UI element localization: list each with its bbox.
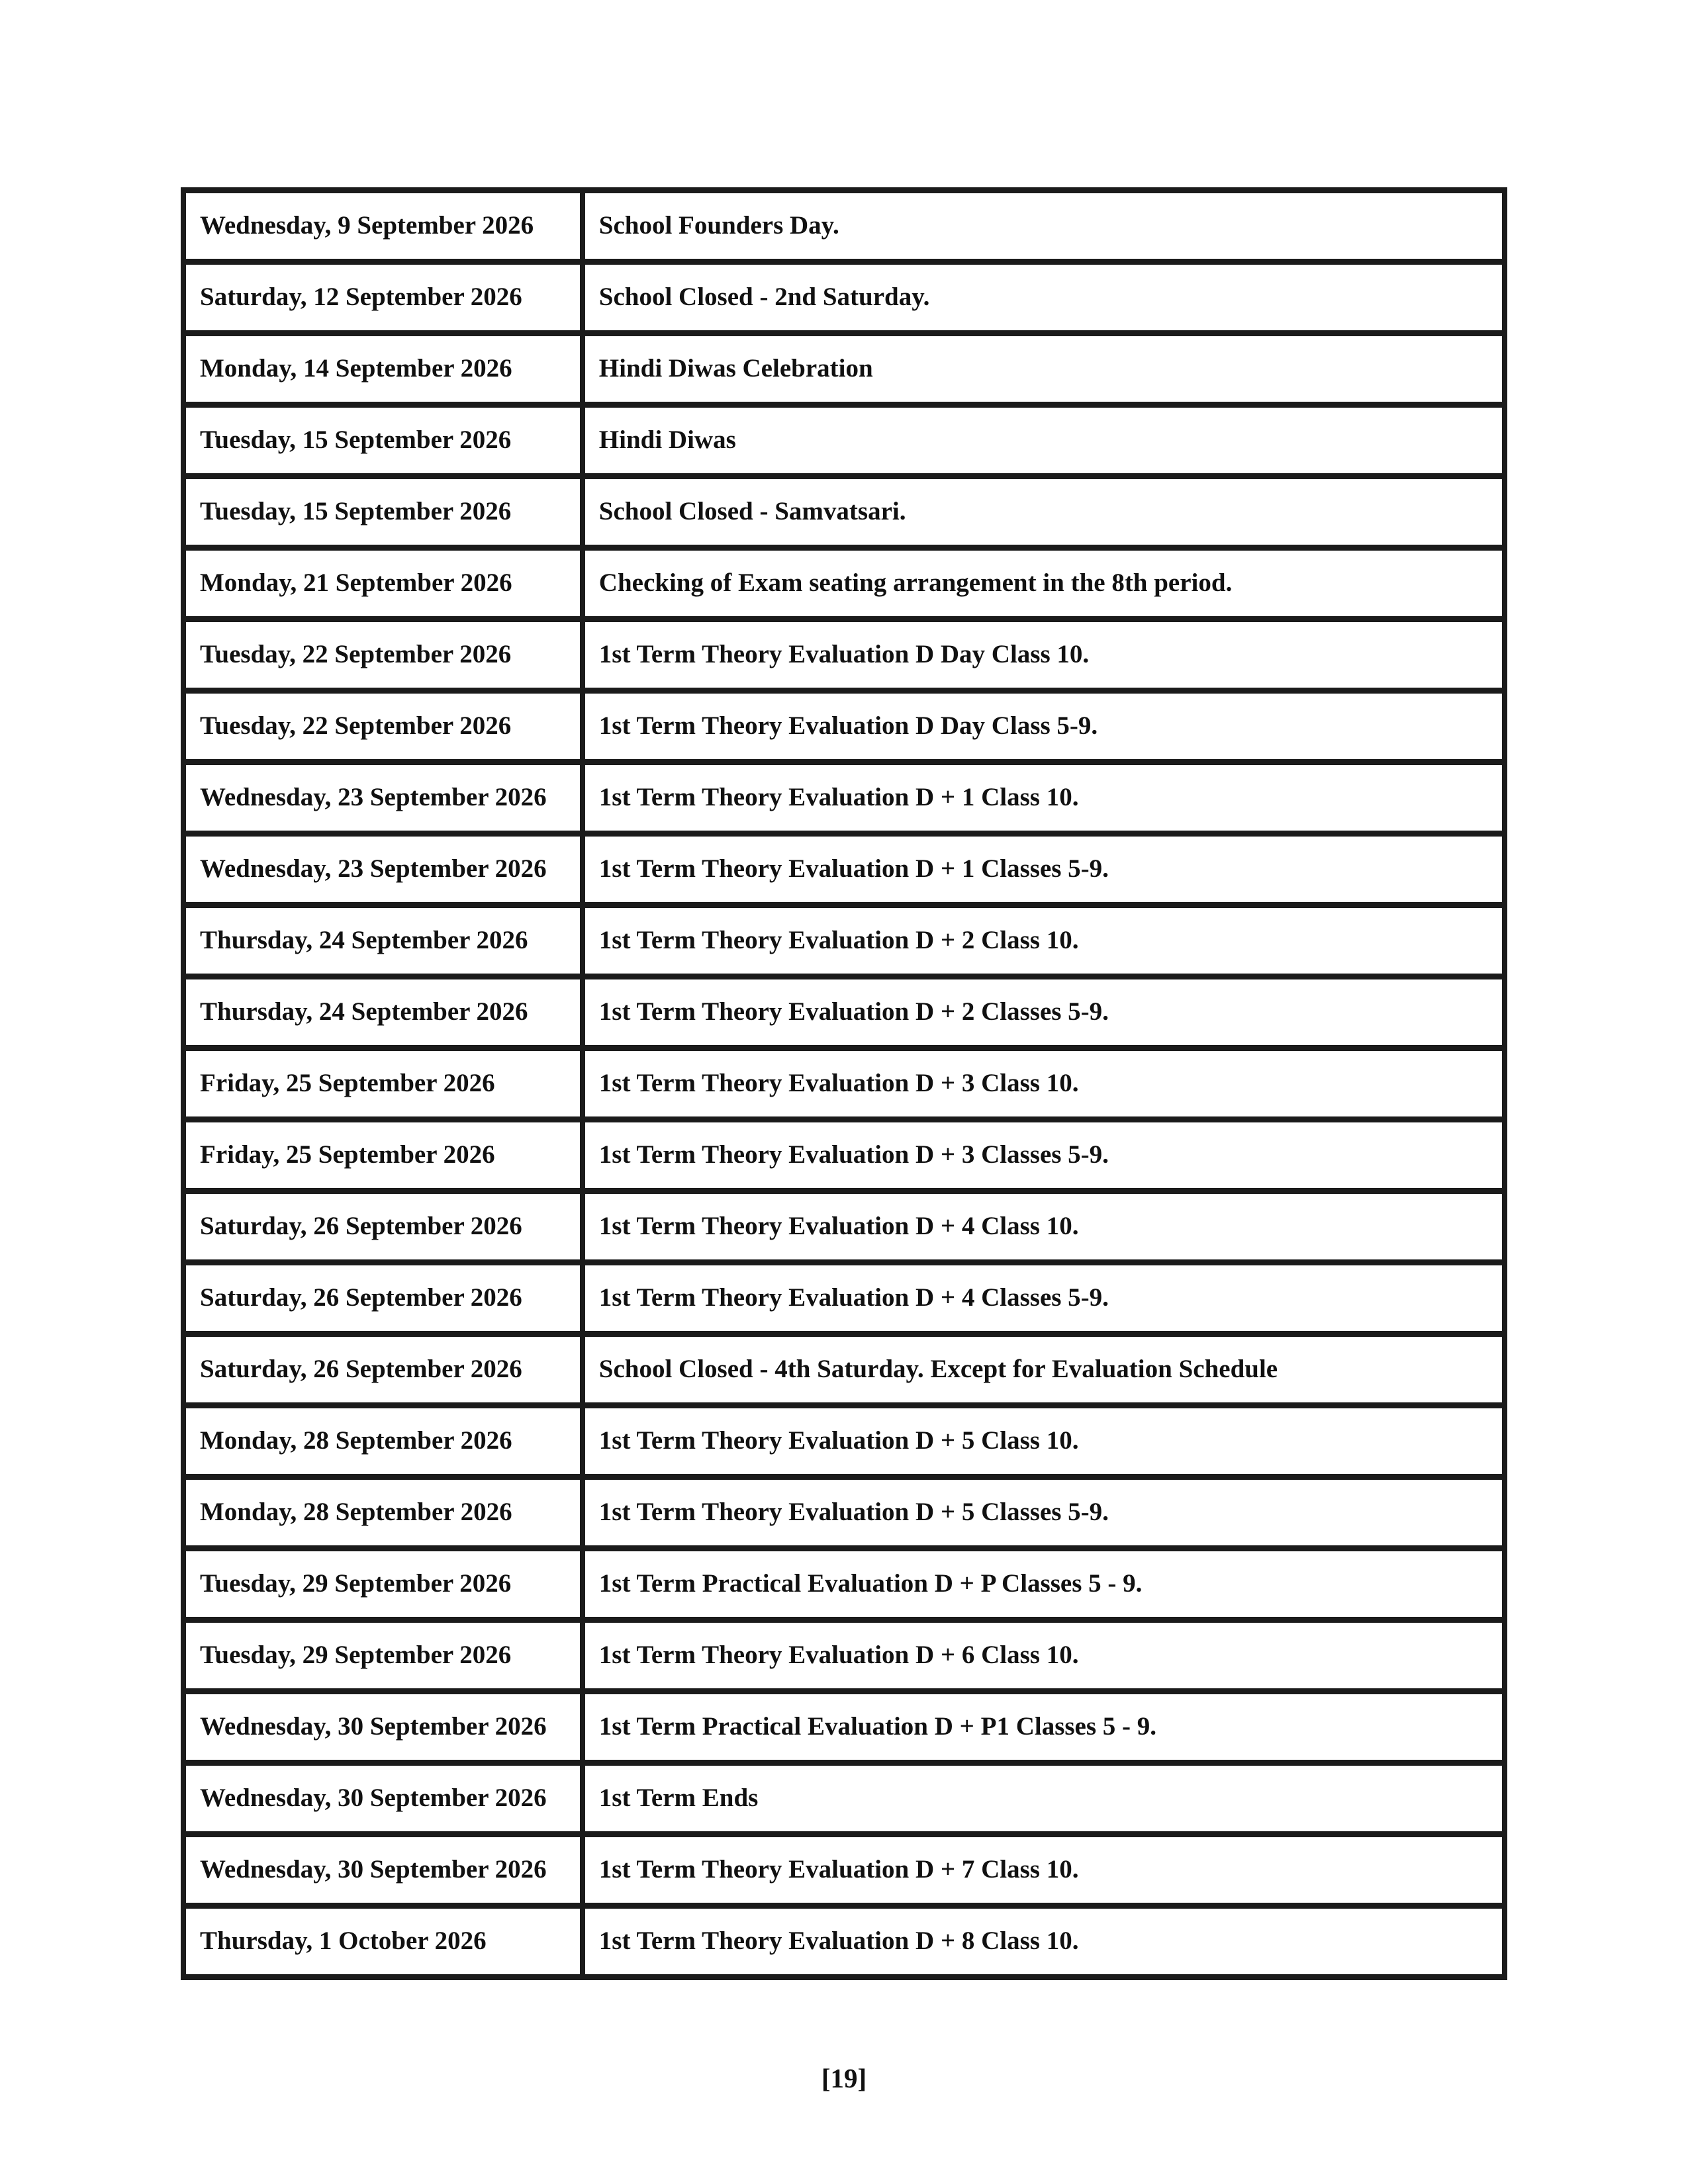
- table-row: [183, 1334, 1505, 1406]
- table-row: [183, 1906, 1505, 1978]
- date-cell: Tuesday, 22 September 2026: [183, 619, 583, 691]
- event-cell: School Founders Day.: [583, 191, 1505, 262]
- date-cell: Monday, 28 September 2026: [183, 1477, 583, 1549]
- date-cell: Monday, 21 September 2026: [183, 548, 583, 619]
- event-cell: 1st Term Theory Evaluation D + 6 Class 10.: [583, 1620, 1505, 1692]
- table-row: [183, 1120, 1505, 1191]
- event-cell: 1st Term Theory Evaluation D + 2 Classes 5-9.: [583, 977, 1505, 1048]
- table-row: [183, 977, 1505, 1048]
- page-number: [19]: [821, 2063, 867, 2093]
- table-row: [183, 1620, 1505, 1692]
- date-cell: Monday, 14 September 2026: [183, 334, 583, 405]
- date-cell: Monday, 28 September 2026: [183, 1406, 583, 1477]
- date-cell: Saturday, 26 September 2026: [183, 1191, 583, 1263]
- date-cell: Wednesday, 30 September 2026: [183, 1692, 583, 1763]
- event-cell: Hindi Diwas: [583, 405, 1505, 477]
- table-row: [183, 619, 1505, 691]
- date-cell: Friday, 25 September 2026: [183, 1048, 583, 1120]
- event-cell: 1st Term Theory Evaluation D + 5 Classes 5-9.: [583, 1477, 1505, 1549]
- table-row: [183, 334, 1505, 405]
- table-row: [183, 691, 1505, 762]
- table-row: [183, 262, 1505, 334]
- date-cell: Tuesday, 22 September 2026: [183, 691, 583, 762]
- date-cell: Friday, 25 September 2026: [183, 1120, 583, 1191]
- date-cell: Thursday, 1 October 2026: [183, 1906, 583, 1978]
- table-row: [183, 762, 1505, 834]
- event-cell: School Closed - 2nd Saturday.: [583, 262, 1505, 334]
- table-row: [183, 1048, 1505, 1120]
- event-cell: Checking of Exam seating arrangement in the 8th period.: [583, 548, 1505, 619]
- date-cell: Saturday, 26 September 2026: [183, 1334, 583, 1406]
- event-cell: 1st Term Theory Evaluation D + 3 Classes 5-9.: [583, 1120, 1505, 1191]
- event-cell: 1st Term Theory Evaluation D + 2 Class 10.: [583, 905, 1505, 977]
- event-cell: 1st Term Theory Evaluation D + 1 Class 10.: [583, 762, 1505, 834]
- event-cell: 1st Term Theory Evaluation D Day Class 10.: [583, 619, 1505, 691]
- date-cell: Wednesday, 30 September 2026: [183, 1763, 583, 1835]
- table-row: [183, 1406, 1505, 1477]
- event-cell: 1st Term Theory Evaluation D + 3 Class 10.: [583, 1048, 1505, 1120]
- date-cell: Saturday, 12 September 2026: [183, 262, 583, 334]
- event-cell: Hindi Diwas Celebration: [583, 334, 1505, 405]
- table-row: [183, 1263, 1505, 1334]
- table-row: [183, 1763, 1505, 1835]
- event-cell: 1st Term Practical Evaluation D + P1 Classes 5 - 9.: [583, 1692, 1505, 1763]
- event-cell: 1st Term Theory Evaluation D + 4 Classes 5-9.: [583, 1263, 1505, 1334]
- table-row: [183, 405, 1505, 477]
- date-cell: Tuesday, 15 September 2026: [183, 477, 583, 548]
- table-row: [183, 1835, 1505, 1906]
- event-cell: School Closed - 4th Saturday. Except for Evaluation Schedule: [583, 1334, 1505, 1406]
- date-cell: Tuesday, 29 September 2026: [183, 1549, 583, 1620]
- event-cell: 1st Term Theory Evaluation D Day Class 5-9.: [583, 691, 1505, 762]
- date-cell: Wednesday, 23 September 2026: [183, 762, 583, 834]
- table-row: [183, 548, 1505, 619]
- event-cell: 1st Term Ends: [583, 1763, 1505, 1835]
- date-cell: Thursday, 24 September 2026: [183, 905, 583, 977]
- event-cell: 1st Term Practical Evaluation D + P Classes 5 - 9.: [583, 1549, 1505, 1620]
- table-row: [183, 1692, 1505, 1763]
- date-cell: Wednesday, 23 September 2026: [183, 834, 583, 905]
- date-cell: Tuesday, 29 September 2026: [183, 1620, 583, 1692]
- table-row: [183, 1191, 1505, 1263]
- table-row: [183, 1549, 1505, 1620]
- date-cell: Tuesday, 15 September 2026: [183, 405, 583, 477]
- date-cell: Wednesday, 9 September 2026: [183, 191, 583, 262]
- table-row: [183, 1477, 1505, 1549]
- date-cell: Saturday, 26 September 2026: [183, 1263, 583, 1334]
- date-cell: Thursday, 24 September 2026: [183, 977, 583, 1048]
- event-cell: 1st Term Theory Evaluation D + 4 Class 10.: [583, 1191, 1505, 1263]
- table-row: [183, 905, 1505, 977]
- table-row: [183, 477, 1505, 548]
- event-cell: 1st Term Theory Evaluation D + 8 Class 10.: [583, 1906, 1505, 1978]
- date-cell: Wednesday, 30 September 2026: [183, 1835, 583, 1906]
- calendar-table: [181, 187, 1507, 1980]
- event-cell: School Closed - Samvatsari.: [583, 477, 1505, 548]
- event-cell: 1st Term Theory Evaluation D + 7 Class 10.: [583, 1835, 1505, 1906]
- event-cell: 1st Term Theory Evaluation D + 5 Class 10.: [583, 1406, 1505, 1477]
- calendar-table-body: [183, 191, 1505, 1978]
- table-row: [183, 834, 1505, 905]
- table-row: [183, 191, 1505, 262]
- event-cell: 1st Term Theory Evaluation D + 1 Classes 5-9.: [583, 834, 1505, 905]
